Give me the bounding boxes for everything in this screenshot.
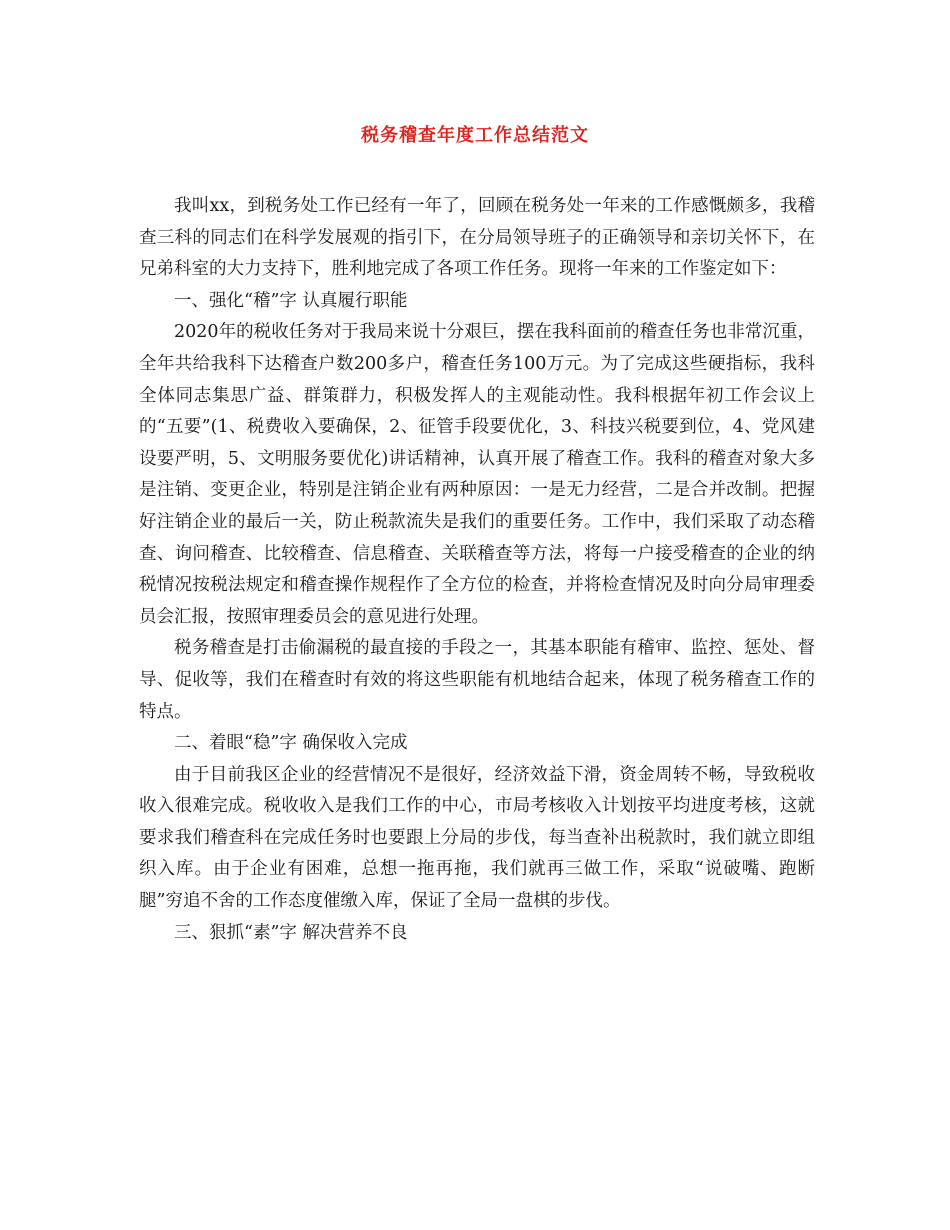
- section-heading-1: 一、强化“稽”字 认真履行职能: [174, 290, 408, 311]
- section-heading-3: 三、狠抓“素”字 解决营养不良: [174, 922, 408, 943]
- section-1-paragraph-2: 税务稽查是打击偷漏税的最直接的手段之一，其基本职能有稽审、监控、惩处、督导、促收等，我们在稽查时有效的将这些职能有机地结合起来，体现了税务稽查工作的特点。: [139, 638, 815, 722]
- intro-paragraph: 我叫xx，到税务处工作已经有一年了，回顾在税务处一年来的工作感慨颇多，我稽查三科的同志们在科学发展观的指引下，在分局领导班子的正确领导和亲切关怀下，在兄弟科室的大力支持下，胜利地完成了各项工作任务。现将一年来的工作鉴定如下：: [139, 196, 815, 280]
- document-title: 税务稽查年度工作总结范文: [361, 125, 589, 146]
- section-heading-2: 二、着眼“稳”字 确保收入完成: [174, 733, 408, 754]
- section-2-paragraph-1: 由于目前我区企业的经营情况不是很好，经济效益下滑，资金周转不畅，导致税收收入很难完成。税收收入是我们工作的中心，市局考核收入计划按平均进度考核，这就要求我们稽查科在完成任务时也要跟上分局的步伐，每当查补出税款时，我们就立即组织入库。由于企业有困难，总想一拖再拖，我们就再三做工作，采取“说破嘴、跑断腿”穷追不舍的工作态度催缴入库，保证了全局一盘棋的步伐。: [139, 764, 815, 912]
- section-1-paragraph-1: 2020年的税收任务对于我局来说十分艰巨，摆在我科面前的稽查任务也非常沉重，全年共给我科下达稽查户数200多户，稽查任务100万元。为了完成这些硬指标，我科全体同志集思广益、群策群力，积极发挥人的主观能动性。我科根据年初工作会议上的“五要”(1、税费收入要确保，2、征管手段要优化，3、科技兴税要到位，4、党风建设要严明，5、文明服务要优化)讲话精神，认真开展了稽查工作。我科的稽查对象大多是注销、变更企业，特别是注销企业有两种原因：一是无力经营，二是合并改制。把握好注销企业的最后一关，防止税款流失是我们的重要任务。工作中，我们采取了动态稽查、询问稽查、比较稽查、信息稽查、关联稽查等方法，将每一户接受稽查的企业的纳税情况按税法规定和稽查操作规程作了全方位的检查，并将检查情况及时向分局审理委员会汇报，按照审理委员会的意见进行处理。: [139, 322, 815, 627]
- document-body: [139, 191, 815, 949]
